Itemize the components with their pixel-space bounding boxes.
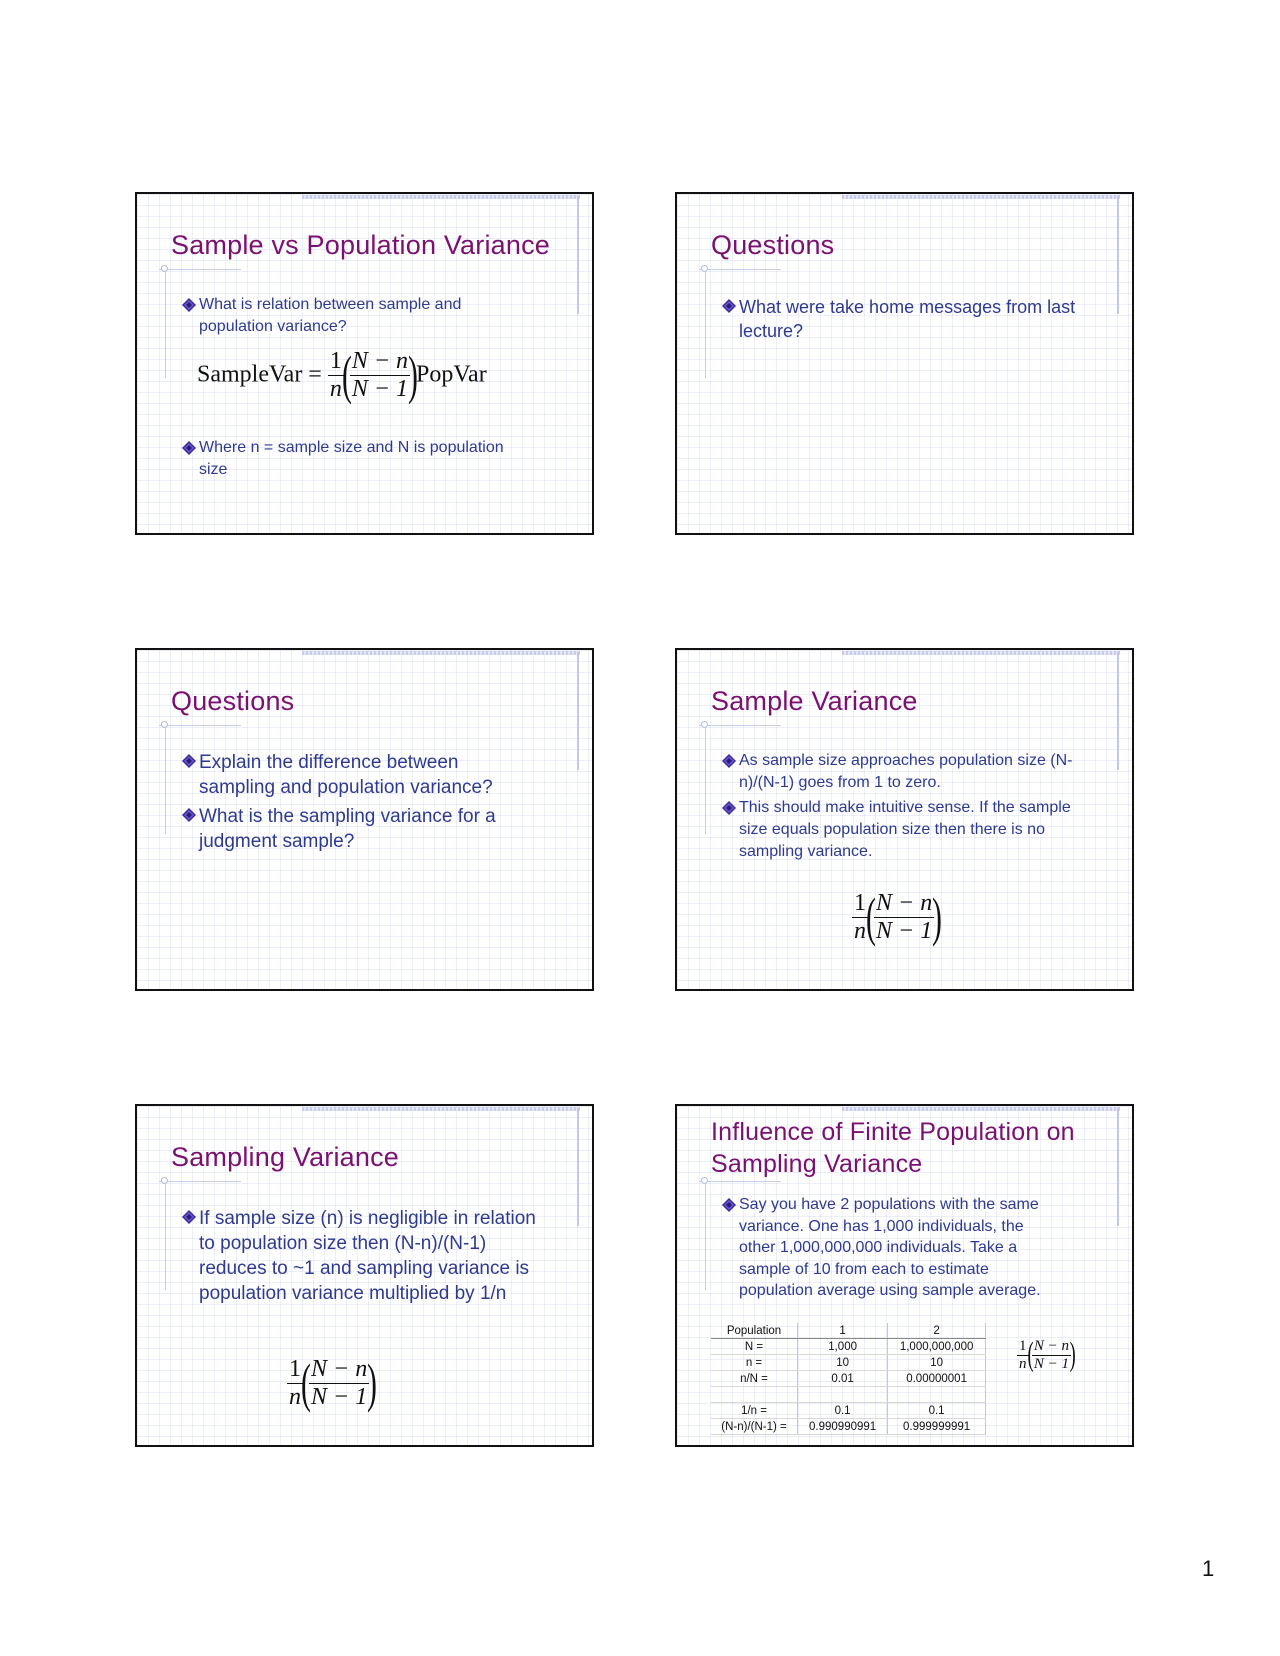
bullet-list: [721, 1194, 1041, 1302]
slide-5: [135, 1104, 594, 1447]
slide-decoration: [699, 1181, 781, 1182]
diamond-bullet-icon: [181, 440, 197, 456]
diamond-bullet-icon: [181, 297, 197, 313]
bullet-text: What is relation between sample and population variance?: [199, 296, 462, 335]
right-paren: ): [367, 1353, 378, 1413]
denominator: N − 1: [310, 1383, 368, 1410]
slide-decoration: [161, 265, 168, 272]
fraction-finite-correction: [309, 1356, 369, 1411]
denominator: n: [1019, 1355, 1027, 1372]
denominator: n: [329, 375, 342, 402]
slide-decoration: [699, 725, 781, 726]
diamond-bullet-icon: [721, 753, 737, 769]
table-cell: 2: [888, 1323, 986, 1339]
slide-decoration: [577, 196, 579, 314]
sample-variance-formula: [197, 344, 487, 406]
slide-decoration: [705, 1182, 706, 1290]
slide-2: [675, 192, 1134, 535]
table-cell: 0.01: [798, 1371, 888, 1387]
bullet-item: [181, 437, 531, 481]
numerator: N − n: [1033, 1337, 1069, 1354]
bullet-item: [181, 294, 511, 338]
fraction-finite-correction: [1032, 1338, 1071, 1373]
slide-title: Questions: [711, 230, 835, 260]
slide-3: [135, 648, 594, 991]
bullet-text: As sample size approaches population size (N-n)/(N-1) goes from 1 to zero.: [739, 752, 1073, 791]
table-cell: 1,000: [798, 1339, 888, 1355]
table-cell: (N-n)/(N-1) =: [711, 1419, 798, 1435]
table-cell: [798, 1387, 888, 1403]
bullet-text: Say you have 2 populations with the same variance. One has 1,000 individuals, the other 1,000,000,000 individuals. Take a sample of 10 from each to estimate population average using sample average.: [739, 1196, 1041, 1299]
slide-decoration: [165, 726, 166, 834]
table-row: [711, 1419, 986, 1435]
table-cell: 0.1: [888, 1403, 986, 1419]
fraction-finite-correction: [874, 890, 934, 945]
slide-decoration: [705, 726, 706, 834]
table-cell: n/N =: [711, 1371, 798, 1387]
slide-title: Questions: [171, 686, 295, 716]
slide-decoration: [1117, 1108, 1119, 1226]
formula-rhs: PopVar: [416, 361, 487, 388]
slide-decoration: [577, 1108, 579, 1226]
diamond-bullet-icon: [721, 800, 737, 816]
finite-correction-formula-small: [1017, 1336, 1074, 1374]
diamond-bullet-icon: [721, 1197, 737, 1213]
slide-decoration: [302, 651, 580, 655]
bullet-list: [181, 437, 531, 481]
numerator: 1: [289, 1355, 301, 1382]
numerator: 1: [1019, 1337, 1027, 1354]
right-paren: ): [408, 345, 418, 405]
table-row: [711, 1323, 986, 1339]
table-cell: 0.990990991: [798, 1419, 888, 1435]
denominator: n: [854, 917, 866, 944]
table-cell: Population: [711, 1323, 798, 1339]
left-paren: (: [301, 1353, 311, 1413]
table-cell: 1: [798, 1323, 888, 1339]
bullet-list: [181, 750, 526, 854]
table-cell: [711, 1387, 798, 1403]
numerator: 1: [329, 347, 342, 374]
bullet-item: [721, 750, 1096, 794]
slide-title: Influence of Finite Population on Sampling Variance: [711, 1118, 1075, 1178]
fraction-finite-correction: [350, 348, 410, 403]
table-cell: 1/n =: [711, 1403, 798, 1419]
diamond-bullet-icon: [181, 1209, 197, 1225]
numerator: N − n: [875, 889, 933, 916]
table-cell: n =: [711, 1355, 798, 1371]
slide-decoration: [701, 721, 708, 728]
slide-decoration: [699, 269, 781, 270]
slide-decoration: [302, 195, 580, 199]
table-cell: 1,000,000,000: [888, 1339, 986, 1355]
bullet-item: [181, 1206, 536, 1306]
table-cell: 0.00000001: [888, 1371, 986, 1387]
right-paren: ): [932, 887, 943, 947]
denominator: N − 1: [351, 375, 409, 402]
diamond-bullet-icon: [181, 753, 197, 769]
table-cell: [888, 1387, 986, 1403]
denominator: n: [289, 1383, 301, 1410]
bullet-text: Where n = sample size and N is population size: [199, 439, 504, 478]
slide-6: [675, 1104, 1134, 1447]
table-row: [711, 1403, 986, 1419]
slide-decoration: [1117, 652, 1119, 770]
formula-lhs: SampleVar =: [197, 361, 322, 388]
slide-decoration: [302, 1107, 580, 1111]
finite-correction-formula: [287, 1352, 378, 1414]
bullet-list: [181, 1206, 536, 1306]
slide-decoration: [701, 1177, 708, 1184]
slide-decoration: [165, 1182, 166, 1290]
slide-decoration: [701, 265, 708, 272]
slide-decoration: [161, 721, 168, 728]
slide-decoration: [165, 270, 166, 378]
slide-4: [675, 648, 1134, 991]
page-number: 1: [1202, 1556, 1215, 1581]
slide-decoration: [577, 652, 579, 770]
slide-decoration: [842, 1107, 1120, 1111]
bullet-list: [181, 294, 511, 338]
bullet-text: If sample size (n) is negligible in relation to population size then (N-n)/(N-1) reduces to ~1 and sampling variance is population variance multiplied by 1/n: [199, 1208, 536, 1304]
denominator: N − 1: [1033, 1355, 1069, 1372]
bullet-text: What is the sampling variance for a judgment sample?: [199, 806, 496, 852]
bullet-list: [721, 750, 1096, 863]
slide-decoration: [1117, 196, 1119, 314]
bullet-text: Explain the difference between sampling and population variance?: [199, 752, 493, 798]
numerator: 1: [854, 889, 866, 916]
bullet-text: What were take home messages from last lecture?: [739, 297, 1076, 341]
numerator: N − n: [351, 347, 409, 374]
slide-decoration: [159, 725, 241, 726]
bullet-item: [181, 750, 526, 800]
slide-decoration: [705, 270, 706, 378]
table-cell: 0.1: [798, 1403, 888, 1419]
left-paren: (: [1027, 1336, 1034, 1373]
slide-decoration: [842, 195, 1120, 199]
table-cell: N =: [711, 1339, 798, 1355]
slide-title: Sample vs Population Variance: [171, 230, 551, 260]
table-cell: 0.999999991: [888, 1419, 986, 1435]
finite-correction-formula: [852, 886, 943, 948]
denominator: N − 1: [875, 917, 933, 944]
slide-decoration: [842, 651, 1120, 655]
left-paren: (: [341, 345, 352, 405]
right-paren: ): [1069, 1336, 1076, 1373]
bullet-item: [721, 797, 1096, 863]
bullet-item: [721, 1194, 1041, 1302]
slide-title: Sampling Variance: [171, 1142, 400, 1172]
table-row: [711, 1371, 986, 1387]
diamond-bullet-icon: [721, 298, 737, 314]
table-cell: 10: [888, 1355, 986, 1371]
numerator: N − n: [310, 1355, 368, 1382]
bullet-item: [181, 804, 526, 854]
slide-1: [135, 192, 594, 535]
left-paren: (: [866, 887, 876, 947]
bullet-list: [721, 295, 1081, 343]
table-row: [711, 1339, 986, 1355]
bullet-text: This should make intuitive sense. If the sample size equals population size then there is no sampling variance.: [739, 799, 1071, 860]
slide-decoration: [161, 1177, 168, 1184]
table-row: [711, 1387, 986, 1403]
diamond-bullet-icon: [181, 807, 197, 823]
bullet-item: [721, 295, 1081, 343]
slide-title: Sample Variance: [711, 686, 918, 716]
table-row: [711, 1355, 986, 1371]
slide-decoration: [159, 269, 241, 270]
slide-decoration: [159, 1181, 241, 1182]
table-cell: 10: [798, 1355, 888, 1371]
population-comparison-table: [711, 1323, 986, 1435]
